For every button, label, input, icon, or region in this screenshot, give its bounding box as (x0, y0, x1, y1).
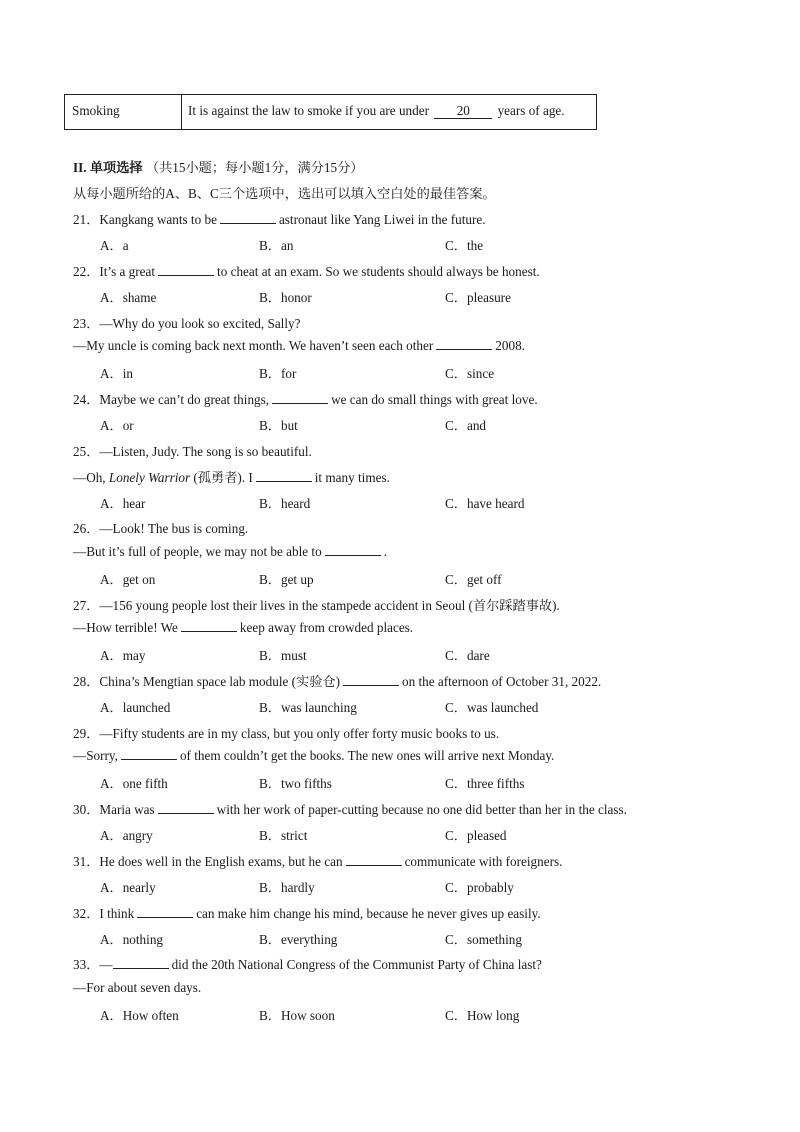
option-a: A．get on (100, 572, 156, 587)
option-c: C．three fifths (445, 776, 525, 791)
option-b: B．honor (259, 290, 312, 305)
option-b: B．How soon (259, 1008, 335, 1023)
option-b: B．hardly (259, 880, 315, 895)
rule-text-after: years of age. (497, 103, 565, 118)
question-24 (73, 389, 538, 408)
option-b: B．for (259, 366, 297, 381)
question-text: (孤勇者). I (193, 470, 253, 485)
question-text: —But it’s full of people, we may not be able to (73, 544, 322, 559)
option-c: C．get off (445, 572, 502, 587)
answer-blank (256, 470, 312, 482)
question-text: did the 20th National Congress of the Communist Party of China last? (171, 957, 542, 972)
rule-text-before: It is against the law to smoke if you are under (188, 103, 429, 118)
question-27: 27．—156 young people lost their lives in the stampede accident in Seoul (首尔踩踏事故). (73, 598, 560, 613)
question-text: with her work of paper-cutting because no one did better than her in the class. (216, 802, 627, 817)
option-c: C．pleased (445, 828, 507, 843)
option-a: A．angry (100, 828, 153, 843)
question-32 (73, 903, 541, 922)
question-23: 23．—Why do you look so excited, Sally? (73, 316, 301, 331)
option-c: C．probably (445, 880, 514, 895)
option-c: C．since (445, 366, 495, 381)
option-c: C．the (445, 238, 484, 253)
question-26: 26．—Look! The bus is coming. (73, 521, 249, 536)
option-c: C．pleasure (445, 290, 511, 305)
question-text: of them couldn’t get the books. The new ones will arrive next Monday. (179, 748, 555, 763)
question-23-reply (73, 338, 525, 354)
option-b: B．strict (259, 828, 308, 843)
question-text: —My uncle is coming back next month. We haven’t seen each other (73, 338, 434, 353)
option-a: A．How often (100, 1008, 179, 1023)
question-26-reply (73, 544, 387, 560)
table-cell-topic: Smoking (65, 95, 182, 129)
answer-blank (343, 674, 399, 686)
option-c: C．How long (445, 1008, 520, 1023)
option-b: B．get up (259, 572, 314, 587)
option-b: B．was launching (259, 700, 357, 715)
question-text: —Oh, (73, 470, 106, 485)
info-table (64, 94, 597, 130)
rule-answer: 20 (434, 104, 492, 119)
option-c: C．dare (445, 648, 490, 663)
option-a: A．a (100, 238, 129, 253)
answer-blank (158, 264, 214, 276)
option-a: A．or (100, 418, 134, 433)
question-text: can make him change his mind, because he never gives up easily. (196, 906, 541, 921)
question-22 (73, 261, 540, 280)
section-instruction: 从每小题所给的A、B、C三个选项中，选出可以填入空白处的最佳答案。 (73, 186, 496, 201)
answer-blank (346, 854, 402, 866)
option-a: A．launched (100, 700, 171, 715)
option-c: C．was launched (445, 700, 539, 715)
answer-blank (158, 802, 214, 814)
option-a: A．nothing (100, 932, 164, 947)
option-a: A．may (100, 648, 146, 663)
option-c: C．have heard (445, 496, 525, 511)
section-title-main: II. 单项选择 (73, 160, 143, 175)
answer-blank (113, 957, 169, 969)
question-29: 29．—Fifty students are in my class, but you only offer forty music books to us. (73, 726, 500, 741)
question-text: 21．Kangkang wants to be (73, 212, 217, 227)
question-text: 30．Maria was (73, 802, 155, 817)
answer-blank (436, 338, 492, 350)
question-text: communicate with foreigners. (404, 854, 563, 869)
option-b: B．two fifths (259, 776, 332, 791)
option-b: B．must (259, 648, 307, 663)
question-text: 28．China’s Mengtian space lab module (实验仓) (73, 674, 340, 689)
option-a: A．one fifth (100, 776, 168, 791)
section-title (73, 157, 364, 176)
question-text: 22．It’s a great (73, 264, 156, 279)
question-text: —Sorry, (73, 748, 118, 763)
question-25-reply (73, 467, 390, 486)
answer-blank (272, 392, 328, 404)
answer-blank (121, 748, 177, 760)
question-text: 33．— (73, 957, 113, 972)
option-b: B．but (259, 418, 298, 433)
answer-blank (325, 544, 381, 556)
question-text: to cheat at an exam. So we students should always be honest. (217, 264, 540, 279)
option-a: A．in (100, 366, 133, 381)
option-a: A．nearly (100, 880, 156, 895)
question-31 (73, 851, 562, 870)
question-text: it many times. (314, 470, 390, 485)
question-text: 24．Maybe we can’t do great things, (73, 392, 270, 407)
section-title-note: （共15小题；每小题1分，满分15分） (145, 160, 364, 175)
option-a: A．hear (100, 496, 146, 511)
question-25: 25．—Listen, Judy. The song is so beautiful. (73, 444, 312, 459)
question-text: keep away from crowded places. (239, 620, 414, 635)
option-b: B．everything (259, 932, 338, 947)
option-c: C．something (445, 932, 522, 947)
option-b: B．an (259, 238, 294, 253)
question-29-reply (73, 748, 554, 764)
question-text: astronaut like Yang Liwei in the future. (278, 212, 486, 227)
table-cell-rule (182, 95, 596, 129)
question-27-reply (73, 620, 413, 636)
question-33 (73, 954, 542, 973)
question-30 (73, 799, 627, 818)
song-title: Lonely Warrior (108, 470, 191, 485)
question-text: 31．He does well in the English exams, but he can (73, 854, 343, 869)
question-text: —How terrible! We (73, 620, 178, 635)
question-text: on the afternoon of October 31, 2022. (402, 674, 602, 689)
question-text: 32．I think (73, 906, 135, 921)
option-a: A．shame (100, 290, 157, 305)
option-c: C．and (445, 418, 487, 433)
answer-blank (181, 620, 237, 632)
question-33-reply: —For about seven days. (73, 980, 202, 995)
question-text: . (383, 544, 387, 559)
option-b: B．heard (259, 496, 311, 511)
question-21 (73, 209, 486, 228)
answer-blank (137, 906, 193, 918)
question-text: we can do small things with great love. (331, 392, 538, 407)
question-text: 2008. (495, 338, 525, 353)
answer-blank (220, 212, 276, 224)
question-28 (73, 671, 601, 690)
